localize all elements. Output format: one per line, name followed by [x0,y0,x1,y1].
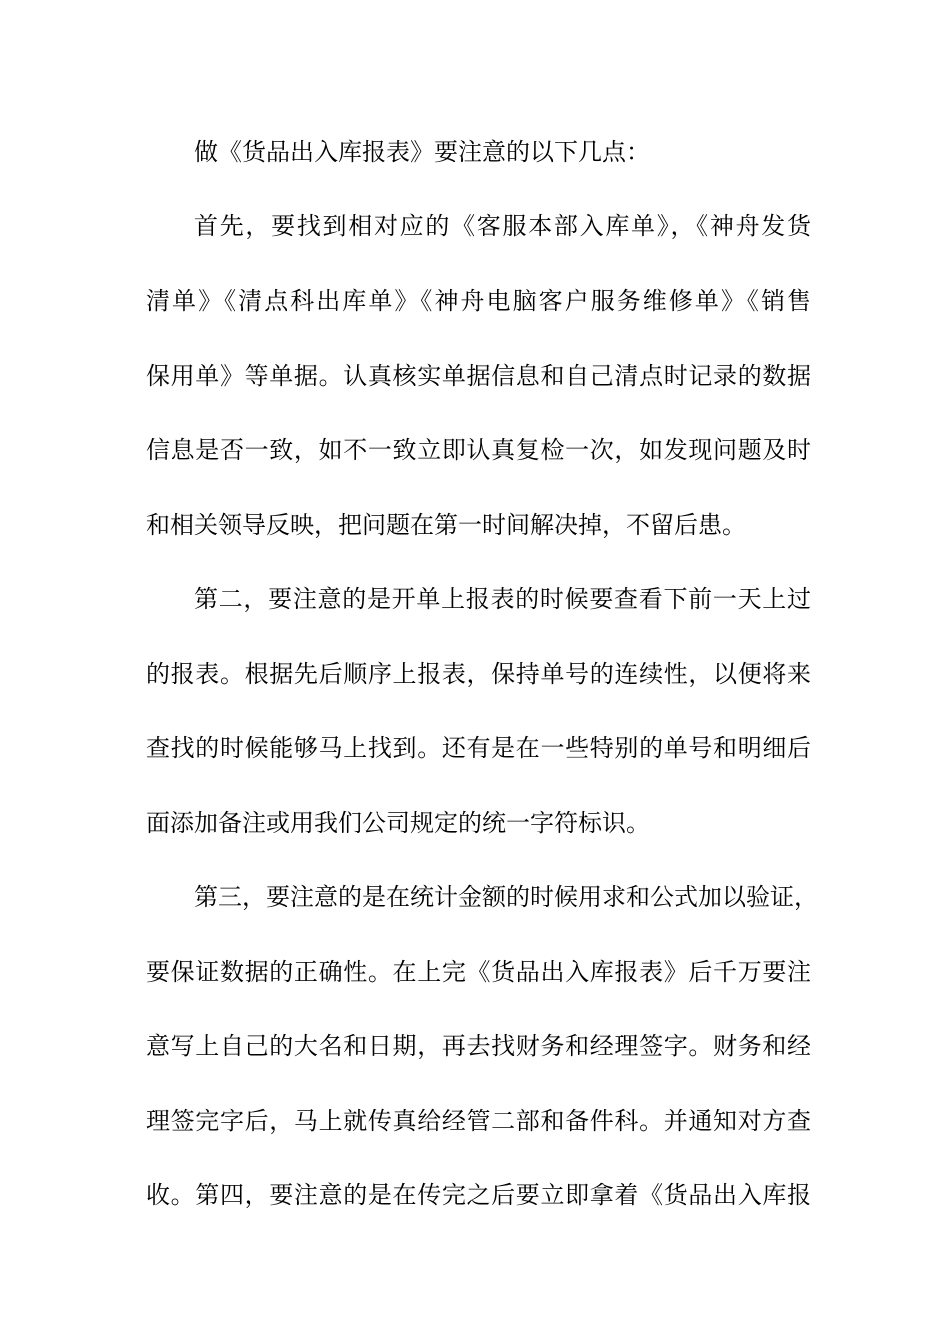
paragraph-1-line-2: 清单》《清点科出库单》《神舟电脑客户服务维修单》《销售 [146,287,811,315]
paragraph-3-line-2: 要保证数据的正确性。在上完《货品出入库报表》后千万要注 [146,958,811,986]
paragraph-2-line-1: 第二，要注意的是开单上报表的时候要查看下前一天上过 [194,585,811,613]
paragraph-1-line-3: 保用单》等单据。认真核实单据信息和自己清点时记录的数据 [146,362,811,390]
paragraph-1-line-5: 和相关领导反映，把问题在第一时间解决掉，不留后患。 [146,511,746,539]
paragraph-3-line-3: 意写上自己的大名和日期，再去找财务和经理签字。财务和经 [146,1032,811,1060]
paragraph-1-line-4: 信息是否一致，如不一致立即认真复检一次，如发现问题及时 [146,436,811,464]
heading-line: 做《货品出入库报表》要注意的以下几点： [194,138,650,166]
paragraph-2-line-3: 查找的时候能够马上找到。还有是在一些特别的单号和明细后 [146,734,811,762]
paragraph-3-line-1: 第三，要注意的是在统计金额的时候用求和公式加以验证， [194,883,818,911]
paragraph-2-line-2: 的报表。根据先后顺序上报表，保持单号的连续性，以便将来 [146,660,811,688]
paragraph-3-line-5: 收。第四，要注意的是在传完之后要立即拿着《货品出入库报 [146,1181,811,1209]
paragraph-3-line-4: 理签完字后，马上就传真给经管二部和备件科。并通知对方查 [146,1107,811,1135]
paragraph-2-line-4: 面添加备注或用我们公司规定的统一字符标识。 [146,809,650,837]
paragraph-1-line-1: 首先，要找到相对应的《客服本部入库单》，《神舟发货 [194,212,811,240]
